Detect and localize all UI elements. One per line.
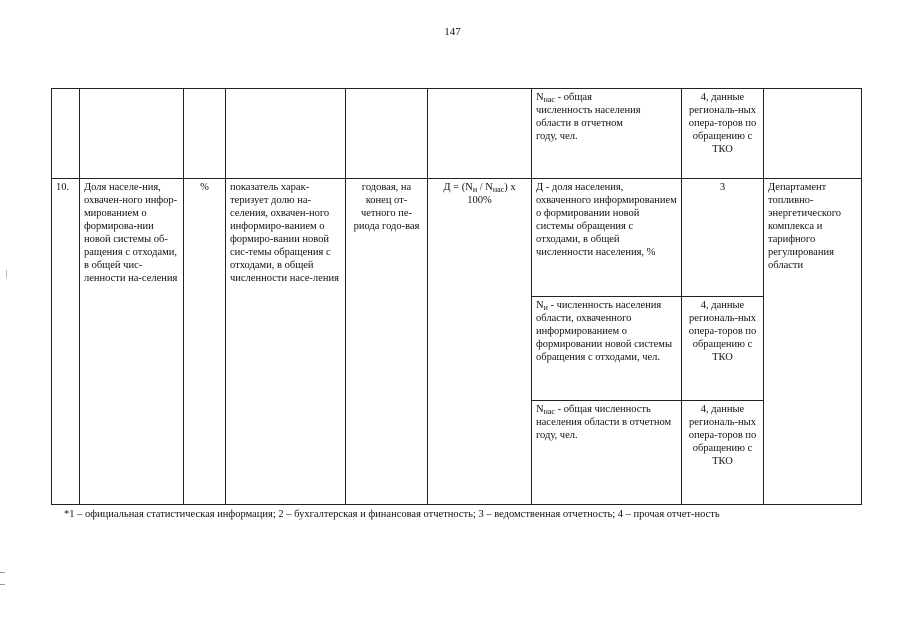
cell-empty	[346, 89, 428, 179]
page-number: 147	[444, 26, 461, 38]
component-source: 4, данные региональ-ных опера-торов по обращению с ТКО	[682, 297, 764, 401]
component-source: 4, данные региональ-ных опера-торов по обращению с ТКО	[682, 401, 764, 505]
continuation-row	[52, 89, 862, 179]
row-number: 10.	[52, 179, 80, 505]
indicator-definition: показатель харак-теризует долю на-селения, охвачен-ного информиро-ванием о формиро-вании новой сис-темы обращения с отходами, в общей численности насе-ления	[226, 179, 346, 505]
cont-definition-cell: $N_{нас}$ - общая численность населения области в отчетном году, чел.	[532, 89, 682, 179]
cell-empty	[226, 89, 346, 179]
indicator-periodicity: годовая, на конец от-четного пе-риода годо-вая	[346, 179, 428, 505]
cell-empty	[184, 89, 226, 179]
component-definition: $N_{нас}$ - общая численность населения области в отчетном году, чел.	[532, 401, 682, 505]
component-definition: Д - доля населения, охваченного информированием о формировании новой системы обращения с отходами, в общей численности населения, %	[532, 179, 682, 297]
indicator-table	[51, 88, 862, 505]
cell-empty	[52, 89, 80, 179]
responsible-department: Департамент топливно-энергетического комплекса и тарифного регулирования области	[764, 179, 862, 505]
indicator-formula: $Д = (N_и / N_{нас})$ x 100%	[428, 179, 532, 505]
scan-edge-mark	[0, 572, 5, 573]
footnote: *1 – официальная статистическая информация; 2 – бухгалтерская и финансовая отчетность; 3 – ведомственная отчетность; 4 – прочая отчет-ность	[64, 509, 720, 520]
cont-source-cell: 4, данные региональ-ных опера-торов по обращению с ТКО	[682, 89, 764, 179]
cell-empty	[764, 89, 862, 179]
cell-empty	[428, 89, 532, 179]
component-source: 3	[682, 179, 764, 297]
scan-edge-mark	[0, 584, 5, 585]
indicator-unit: %	[184, 179, 226, 505]
scan-edge-mark	[6, 270, 7, 278]
indicator-name: Доля населе-ния, охвачен-ного инфор-мированием о формирова-нии новой системы об-ращения с отходами, в общей чис-ленности на-селения	[80, 179, 184, 505]
cell-empty	[80, 89, 184, 179]
indicator-row	[52, 179, 862, 297]
component-definition: $N_и$ - численность населения области, охваченного информированием о формировании новой системы обращения с отходами, чел.	[532, 297, 682, 401]
